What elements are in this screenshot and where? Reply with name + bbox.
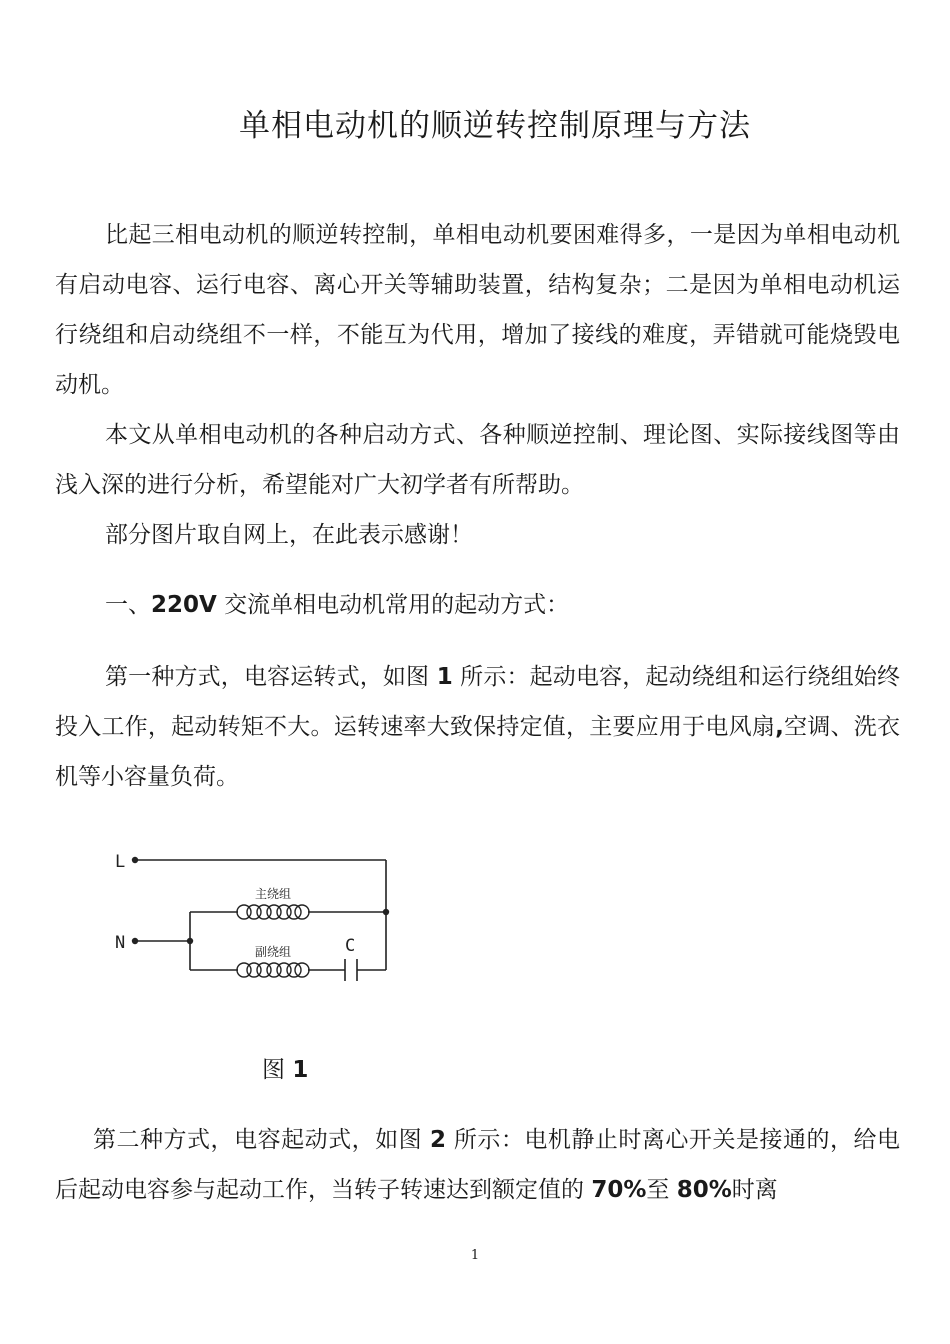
aux-winding-coil xyxy=(237,963,309,977)
section-heading-text: 交流单相电动机常用的起动方式： xyxy=(216,592,570,618)
label-N: N xyxy=(115,933,126,953)
method-2-text-a: 第二种方式，电容起动式，如图 xyxy=(93,1127,430,1153)
method-2-paragraph xyxy=(55,1115,900,1215)
page-title: 单相电动机的顺逆转控制原理与方法 xyxy=(239,108,751,144)
method-2-text-b: 所示：电机静止时离心开关是接通的，给电后起动电容参与起动工作，当转子转速达到额定值的 xyxy=(55,1127,901,1203)
section-prefix: 一、 xyxy=(105,592,151,618)
intro-paragraph-1: 比起三相电动机的顺逆转控制，单相电动机要困难得多，一是因为单相电动机有启动电容、运行电容、离心开关等辅助装置，结构复杂；二是因为单相电动机运行绕组和启动绕组不一样，不能互为代用，增加了接线的难度，弄错就可能烧毁电动机。 xyxy=(55,222,900,398)
section-voltage: 220V xyxy=(151,592,217,618)
label-capacitor: C xyxy=(345,936,356,956)
intro-paragraph-2: 本文从单相电动机的各种启动方式、各种顺逆控制、理论图、实际接线图等由浅入深的进行分析，希望能对广大初学者有所帮助。 xyxy=(55,422,900,498)
method-1-figure-ref: 1 xyxy=(436,664,453,690)
caption-number: 1 xyxy=(292,1057,309,1083)
method-1-text-b: 所示：起动电容，起动绕组和运行绕组始终投入工作，起动转矩不大。运转速率大致保持定值，主要应用于电风扇 xyxy=(55,664,901,740)
intro-paragraph-3: 部分图片取自网上，在此表示感谢！ xyxy=(105,522,473,548)
terminal-L-dot xyxy=(132,857,138,863)
method-2-text-d: 时离 xyxy=(731,1177,778,1203)
figure-1-caption xyxy=(262,1052,308,1088)
main-winding-coil xyxy=(237,905,309,919)
label-main-winding: 主绕组 xyxy=(255,887,292,901)
label-aux-winding: 副绕组 xyxy=(255,945,292,959)
method-1-comma: , xyxy=(775,714,784,740)
page-number: 1 xyxy=(470,1248,480,1263)
method-2-figure-ref: 2 xyxy=(429,1127,446,1153)
method-2-text-c: 至 xyxy=(646,1177,677,1203)
method-2-percent-70: 70% xyxy=(591,1177,647,1203)
junction-right-dot xyxy=(383,909,389,915)
method-1-text-c: 空调、洗衣机等小容量负荷。 xyxy=(55,714,901,790)
method-2-percent-80: 80% xyxy=(676,1177,732,1203)
method-1-paragraph xyxy=(55,652,900,802)
section-heading-1 xyxy=(105,580,569,630)
label-L: L xyxy=(115,852,126,872)
junction-left-dot xyxy=(187,938,193,944)
terminal-N-dot xyxy=(132,938,138,944)
method-1-text-a: 第一种方式，电容运转式，如图 xyxy=(105,664,437,690)
caption-text: 图 xyxy=(262,1057,293,1083)
capacitor-run-motor-diagram xyxy=(105,840,435,1000)
